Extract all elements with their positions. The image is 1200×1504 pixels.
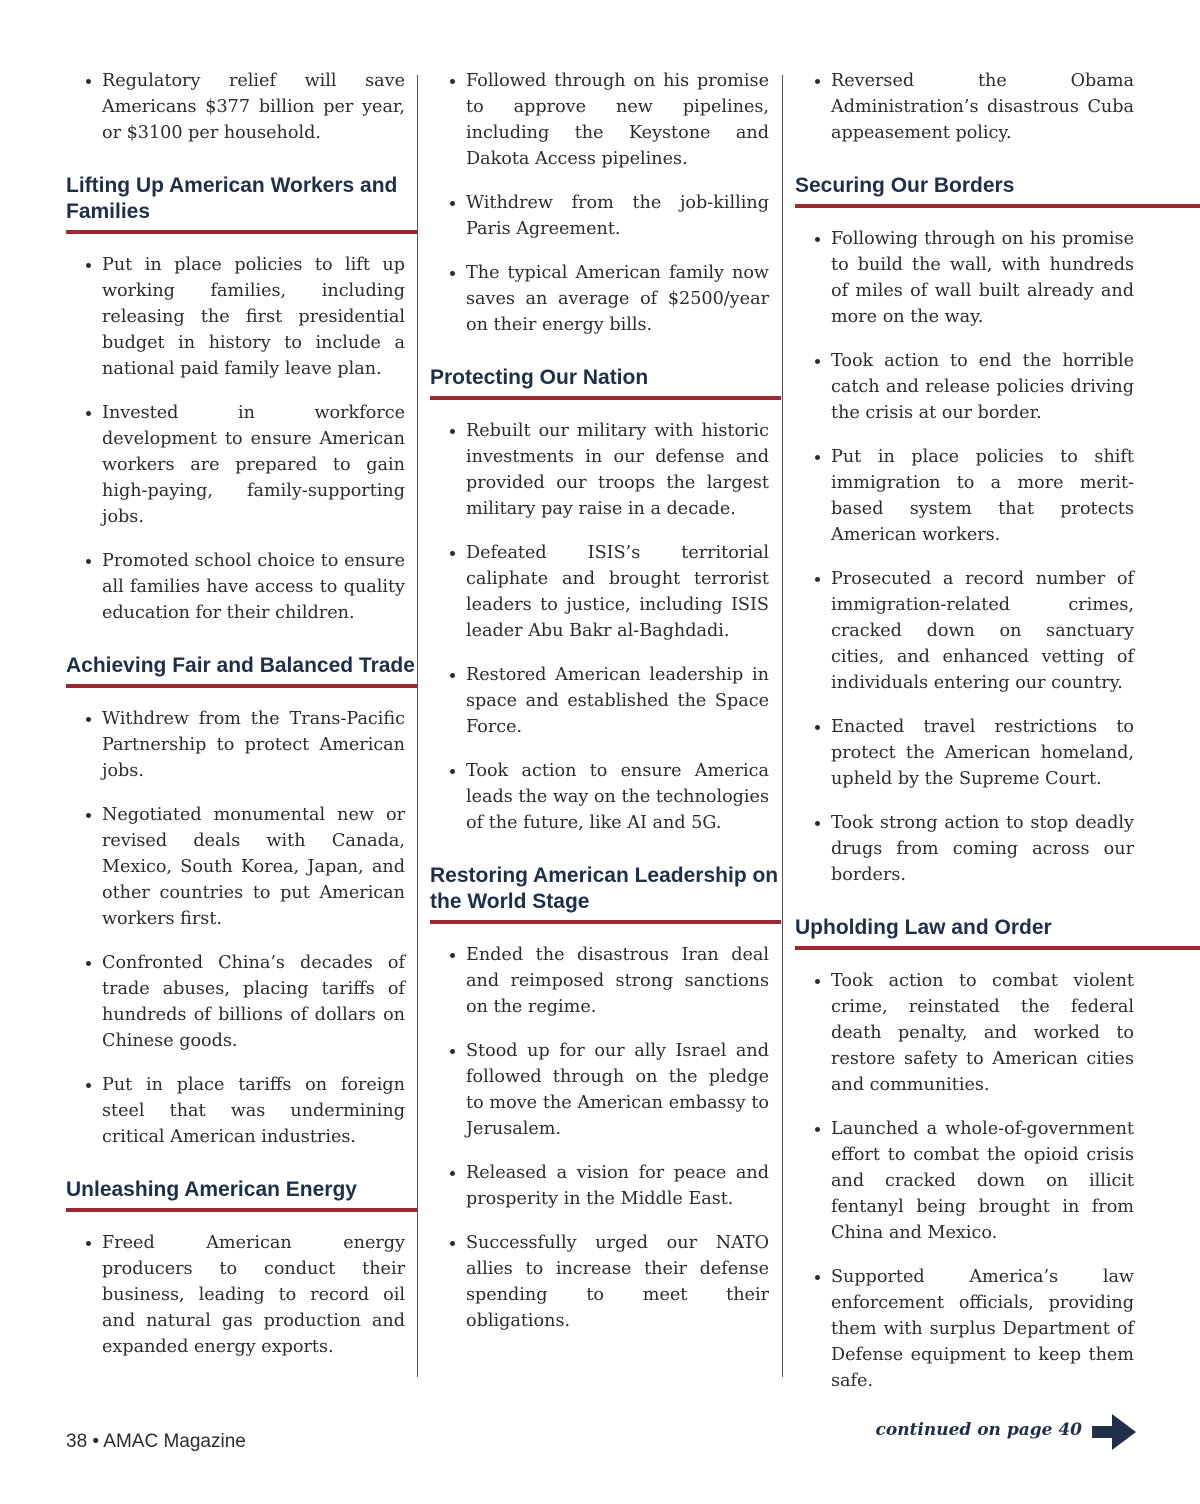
right-arrow-icon[interactable] bbox=[1092, 1412, 1136, 1452]
bullet-list bbox=[795, 226, 1200, 888]
bullet-list bbox=[430, 418, 781, 836]
column-3 bbox=[795, 68, 1200, 1412]
list-item: Put in place tariffs on foreign steel that was undermining critical American industries. bbox=[84, 1072, 405, 1150]
list-item: Took strong action to stop deadly drugs from coming across our borders. bbox=[813, 810, 1134, 888]
bullet-list bbox=[430, 942, 781, 1334]
column-divider bbox=[417, 75, 418, 1377]
list-item: Released a vision for peace and prosperity in the Middle East. bbox=[448, 1160, 769, 1212]
bullet-list bbox=[66, 68, 417, 146]
continued-link[interactable]: continued on page 40 bbox=[875, 1420, 1082, 1440]
list-item: Negotiated monumental new or revised deals with Canada, Mexico, South Korea, Japan, and other countries to put American workers first. bbox=[84, 802, 405, 932]
bullet-list bbox=[795, 68, 1200, 146]
list-item: Took action to ensure America leads the way on the technologies of the future, like AI and 5G. bbox=[448, 758, 769, 836]
list-item: The typical American family now saves an average of $2500/year on their energy bills. bbox=[448, 260, 769, 338]
list-item: Followed through on his promise to approve new pipelines, including the Keystone and Dakota Access pipelines. bbox=[448, 68, 769, 172]
list-item: Put in place policies to lift up working families, including releasing the first presidential budget in history to include a national paid family leave plan. bbox=[84, 252, 405, 382]
column-2 bbox=[430, 68, 781, 1352]
list-item: Regulatory relief will save Americans $377 billion per year, or $3100 per household. bbox=[84, 68, 405, 146]
list-item: Restored American leadership in space and established the Space Force. bbox=[448, 662, 769, 740]
section-heading: Protecting Our Nation bbox=[430, 356, 781, 400]
section-heading: Restoring American Leadership on the World Stage bbox=[430, 854, 781, 924]
section-heading: Achieving Fair and Balanced Trade bbox=[66, 644, 417, 688]
section-heading: Upholding Law and Order bbox=[795, 906, 1200, 950]
list-item: Took action to end the horrible catch and release policies driving the crisis at our border. bbox=[813, 348, 1134, 426]
bullet-list bbox=[430, 68, 781, 338]
list-item: Withdrew from the Trans-Pacific Partnership to protect American jobs. bbox=[84, 706, 405, 784]
bullet-list bbox=[66, 1230, 417, 1360]
list-item: Defeated ISIS’s territorial caliphate and brought terrorist leaders to justice, including ISIS leader Abu Bakr al-Baghdadi. bbox=[448, 540, 769, 644]
list-item: Invested in workforce development to ensure American workers are prepared to gain high-paying, family-supporting jobs. bbox=[84, 400, 405, 530]
page-label: 38 • AMAC Magazine bbox=[66, 1431, 246, 1452]
list-item: Withdrew from the job-killing Paris Agreement. bbox=[448, 190, 769, 242]
list-item: Freed American energy producers to conduct their business, leading to record oil and natural gas production and expanded energy exports. bbox=[84, 1230, 405, 1360]
list-item: Successfully urged our NATO allies to increase their defense spending to meet their obligations. bbox=[448, 1230, 769, 1334]
list-item: Took action to combat violent crime, reinstated the federal death penalty, and worked to restore safety to American cities and communities. bbox=[813, 968, 1134, 1098]
list-item: Rebuilt our military with historic investments in our defense and provided our troops the largest military pay raise in a decade. bbox=[448, 418, 769, 522]
list-item: Launched a whole-of-government effort to combat the opioid crisis and cracked down on illicit fentanyl being brought in from China and Mexico. bbox=[813, 1116, 1134, 1246]
list-item: Ended the disastrous Iran deal and reimposed strong sanctions on the regime. bbox=[448, 942, 769, 1020]
list-item: Supported America’s law enforcement officials, providing them with surplus Department of Defense equipment to keep them safe. bbox=[813, 1264, 1134, 1394]
column-1 bbox=[66, 68, 417, 1378]
list-item: Enacted travel restrictions to protect the American homeland, upheld by the Supreme Court. bbox=[813, 714, 1134, 792]
bullet-list bbox=[795, 968, 1200, 1394]
section-heading: Lifting Up American Workers and Families bbox=[66, 164, 417, 234]
list-item: Stood up for our ally Israel and followed through on the pledge to move the American embassy to Jerusalem. bbox=[448, 1038, 769, 1142]
list-item: Put in place policies to shift immigration to a more merit-based system that protects American workers. bbox=[813, 444, 1134, 548]
bullet-list bbox=[66, 706, 417, 1150]
list-item: Reversed the Obama Administration’s disastrous Cuba appeasement policy. bbox=[813, 68, 1134, 146]
list-item: Prosecuted a record number of immigration-related crimes, cracked down on sanctuary cities, and enhanced vetting of individuals entering our country. bbox=[813, 566, 1134, 696]
list-item: Following through on his promise to build the wall, with hundreds of miles of wall built already and more on the way. bbox=[813, 226, 1134, 330]
section-heading: Securing Our Borders bbox=[795, 164, 1200, 208]
column-divider bbox=[782, 75, 783, 1377]
bullet-list bbox=[66, 252, 417, 626]
section-heading: Unleashing American Energy bbox=[66, 1168, 417, 1212]
list-item: Confronted China’s decades of trade abuses, placing tariffs of hundreds of billions of dollars on Chinese goods. bbox=[84, 950, 405, 1054]
list-item: Promoted school choice to ensure all families have access to quality education for their children. bbox=[84, 548, 405, 626]
